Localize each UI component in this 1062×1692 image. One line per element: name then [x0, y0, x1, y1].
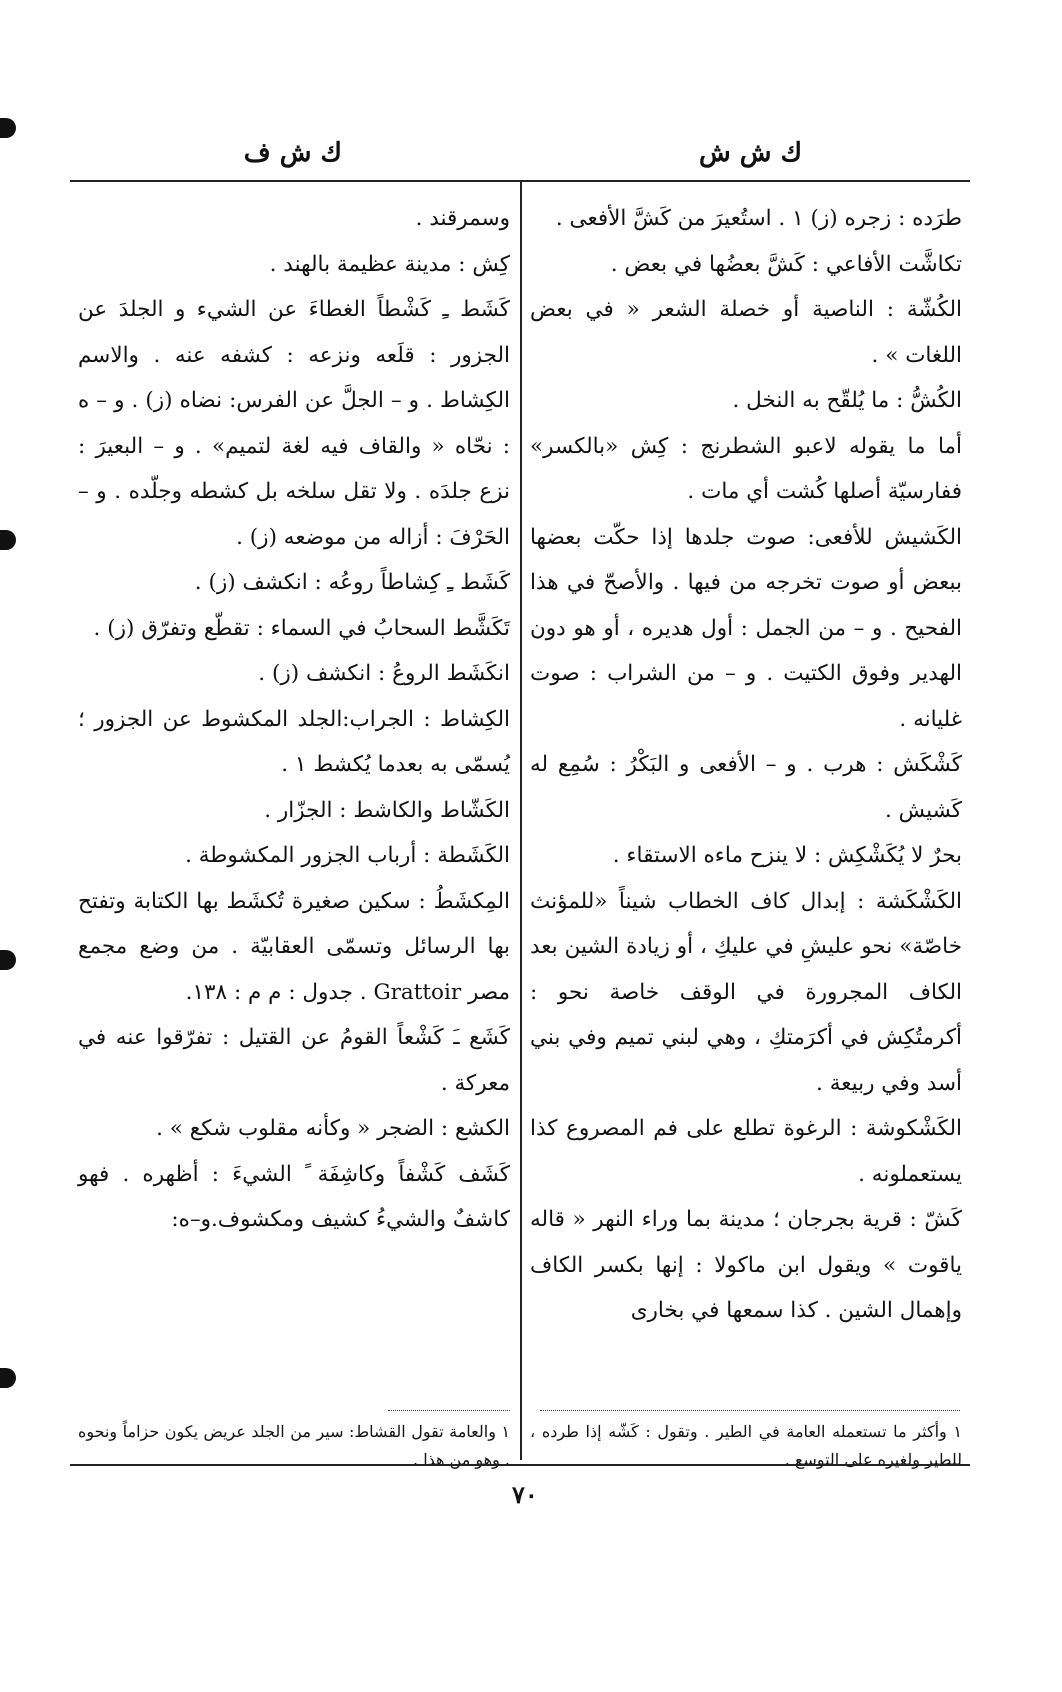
entry: كَشَط ـِ كَشْطاً الغطاءَ عن الشيء و الجلدَ عن الجزور : قلَعه ونزعه : كشفه عنه . والاسم الكِشاط . و – الجلَّ عن الفرس: نضاه (ز) . و – ه : نحّاه « والقاف فيه لغة لتميم» . و – البعيرَ : نزع جلدَه . ولا تقل سلخه بل كشطه وجلّده . و – الحَرْفَ : أزاله من موضعه (ز) .	[78, 297, 510, 550]
entry: كِش : مدينة عظيمة بالهند .	[269, 251, 510, 277]
entry: كَشَع ـَ كَشْعاً القومُ عن القتيل : تفرّقوا عنه في معركة .	[78, 1025, 510, 1096]
footnote-left: ١ والعامة تقول القشاط: سير من الجلد عريض يكون حزاماً ونحوه . وهو من هذا .	[78, 1422, 510, 1469]
left-column-header: ك ش ف	[243, 138, 342, 168]
entry: كَشَط ـِ كِشاطاً روعُه : انكشف (ز) .	[194, 570, 510, 595]
right-column	[530, 196, 962, 1334]
entry: كَشَف كَشْفاً وكاشِفَة ً الشيءَ : أظهره . فهو كاشفٌ والشيءُ كشيف ومكشوف.و–ه:	[78, 1161, 510, 1232]
column-divider	[520, 182, 522, 1460]
entry: الكَشَطة : أرباب الجزور المكشوطة .	[185, 843, 510, 868]
entry: طرَده : زجره (ز) ١ . استُعيرَ من كَشَّ الأفعى .	[555, 206, 962, 231]
footnote-right: ١ وأكثر ما تستعمله العامة في الطير . وتقول : كَشّه إذا طرده ، للطير ولغيره على التوسع .	[530, 1422, 962, 1469]
entry: الكشع : الضجر « وكأنه مقلوب شكع » .	[156, 1116, 510, 1141]
entry: أما ما يقوله لاعبو الشطرنج : كِش «بالكسر» ففارسيّة أصلها كُشت أي مات .	[530, 433, 962, 504]
left-column	[78, 196, 510, 1243]
entry: الكُشّة : الناصية أو خصلة الشعر « في بعض اللغات » .	[530, 297, 962, 368]
entry: تَكَشَّط السحابُ في السماء : تقطّع وتفرّق (ز) .	[93, 615, 510, 641]
entry: الكَشْكوشة : الرغوة تطلع على فم المصروع كذا يستعملونه .	[530, 1116, 962, 1187]
margin-mark	[0, 950, 16, 970]
entry: الكِشاط : الجراب:الجلد المكشوط عن الجزور ؛ يُسمّى به بعدما يُكشط ١ .	[78, 706, 510, 777]
footer-rule	[70, 1464, 970, 1466]
entry: كَشْكَش : هرب . و – الأفعى و البَكْرُ : سُمِع له كَشيش .	[530, 752, 962, 823]
entry: كَشّ : قرية بجرجان ؛ مدينة بما وراء النهر « قاله ياقوت » ويقول ابن ماكولا : إنها بكسر الكاف وإهمال الشين . كذا سمعها في بخارى	[530, 1207, 962, 1323]
margin-mark	[0, 530, 16, 550]
entry: تكاشَّت الأفاعي : كَشَّ بعضُها في بعض .	[610, 251, 962, 277]
footnote-rule	[540, 1410, 960, 1411]
entry: الكَشّاط والكاشط : الجزّار .	[264, 797, 510, 823]
margin-mark	[0, 118, 16, 138]
margin-mark	[0, 1368, 16, 1388]
entry: المِكشَطُ : سكين صغيرة تُكشَط بها الكتابة وتفتح بها الرسائل وتسمّى العقابيّة . من وضع مجمع مصر Grattoir . جدول : م م : ١٣٨.	[78, 888, 510, 1005]
entry: وسمرقند .	[415, 206, 510, 231]
entry: انكَشَط الروعُ : انكشف (ز) .	[258, 661, 510, 686]
page-number: ٧٠	[512, 1480, 538, 1509]
entry: الكَشيش للأفعى: صوت جلدها إذا حكّت بعضها ببعض أو صوت تخرجه من فيها . والأصحّ في هذا الفحيح . و – من الجمل : أول هديره ، أو هو دون الهدير وفوق الكتيت . و – من الشراب : صوت غليانه .	[530, 524, 962, 732]
right-column-header: ك ش ش	[698, 138, 802, 168]
entry: بحرٌ لا يُكَشْكِش : لا ينزح ماءه الاستقاء .	[612, 843, 962, 868]
footnote-rule	[388, 1410, 510, 1411]
entry: الكَشْكَشة : إبدال كاف الخطاب شيناً «للمؤنث خاصّة» نحو عليشِ في عليكِ ، أو زيادة الشين بعد الكاف المجرورة في الوقف خاصة نحو : أكرمتُكِش في أكرَمتكِ ، وهي لبني تميم وفي بني أسد وفي ربيعة .	[530, 888, 962, 1096]
entry: الكُشُّ : ما يُلقّح به النخل .	[732, 388, 962, 413]
